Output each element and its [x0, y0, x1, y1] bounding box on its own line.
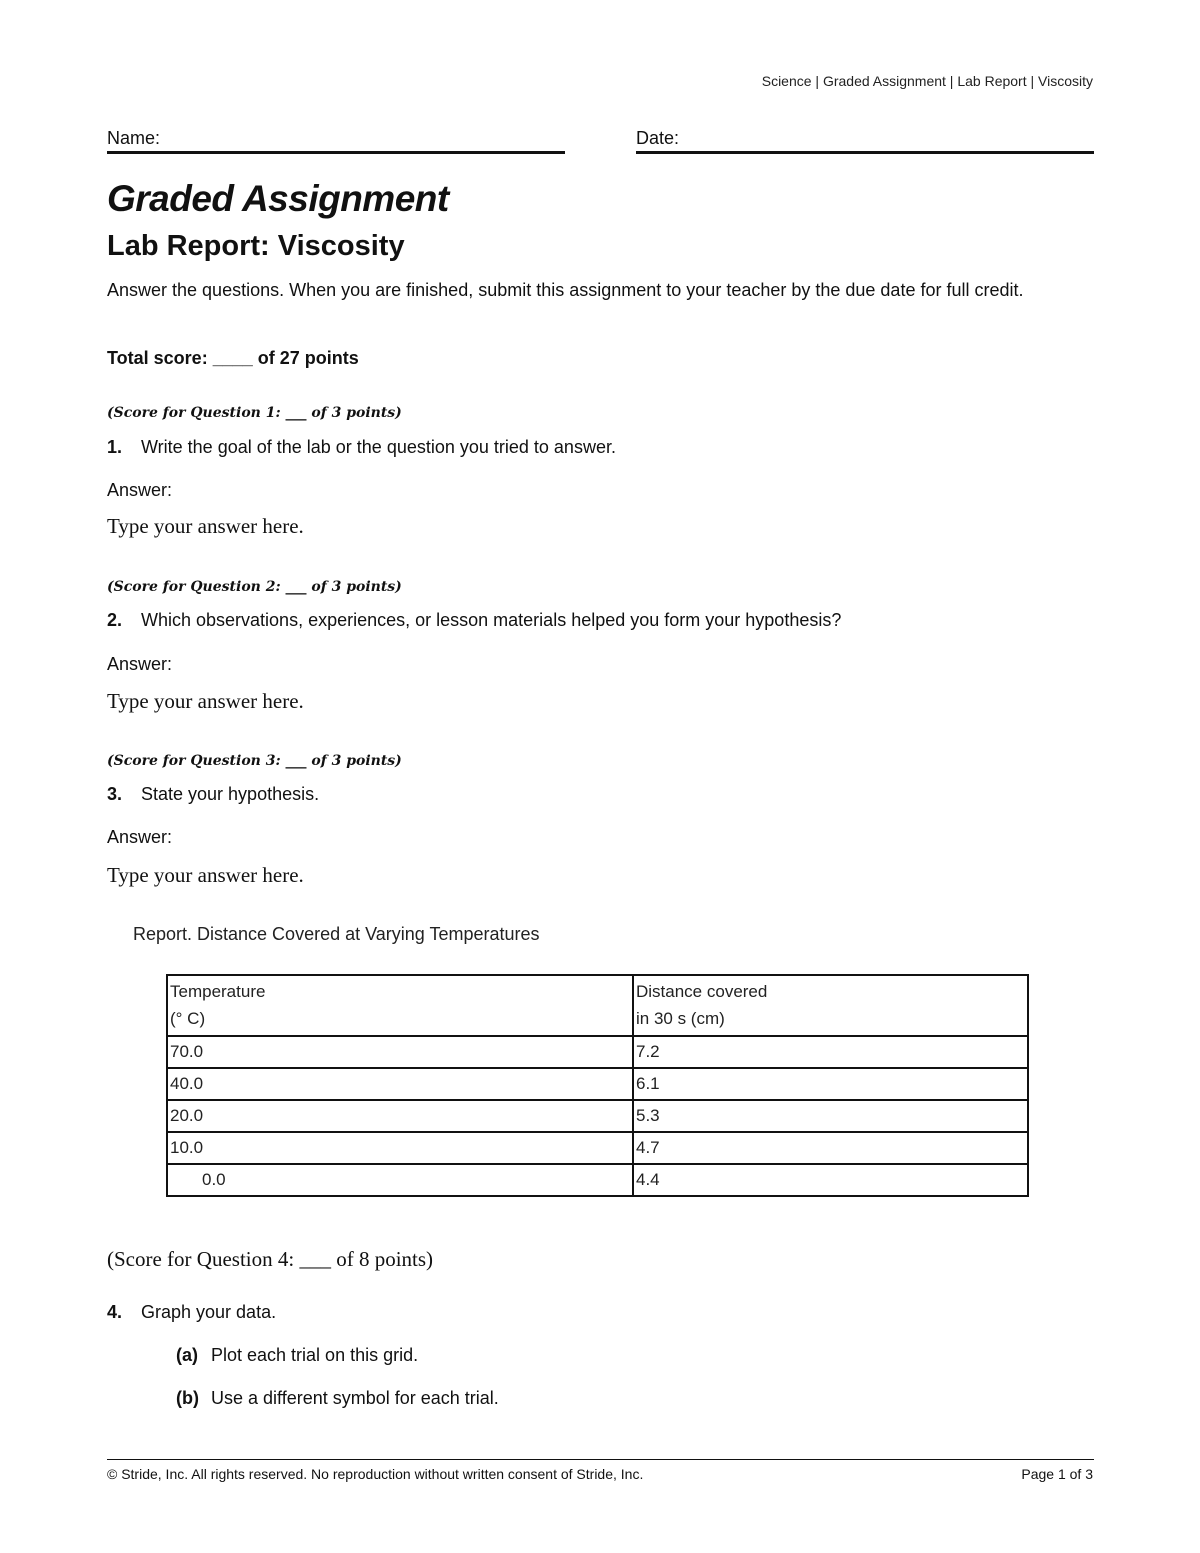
distance-cell: 6.1: [633, 1068, 1028, 1100]
header-breadcrumb: Science | Graded Assignment | Lab Report | Viscosity: [761, 73, 1093, 89]
question-4-text: Graph your data.: [141, 1302, 277, 1322]
table-row: [167, 1164, 1028, 1196]
table-row: [167, 1132, 1028, 1164]
table-row: [167, 1036, 1028, 1068]
question-4a-text: Plot each trial on this grid.: [211, 1345, 419, 1365]
question-1-score: (Score for Question 1: ___ of 3 points): [107, 405, 402, 421]
question-4b-text: Use a different symbol for each trial.: [211, 1388, 499, 1408]
distance-cell: 4.4: [633, 1164, 1028, 1196]
question-2-number: 2.: [107, 610, 123, 630]
question-1-answer-label: Answer:: [107, 480, 173, 500]
total-score: Total score: ____ of 27 points: [107, 348, 359, 368]
question-4: [107, 1302, 276, 1323]
question-2-answer-label: Answer:: [107, 654, 173, 674]
temperature-cell: 10.0: [167, 1132, 633, 1164]
temperature-cell: 0.0: [167, 1164, 633, 1196]
name-label: Name:: [107, 128, 161, 148]
table-row: [167, 1100, 1028, 1132]
question-1-number: 1.: [107, 437, 123, 457]
question-2-score: (Score for Question 2: ___ of 3 points): [107, 579, 402, 595]
table-header-cell: [633, 975, 1028, 1036]
distance-cell: 7.2: [633, 1036, 1028, 1068]
question-3: [107, 784, 319, 805]
question-1-answer-field[interactable]: Type your answer here.: [107, 514, 304, 538]
question-3-text: State your hypothesis.: [141, 784, 320, 804]
name-field[interactable]: [107, 151, 565, 154]
table-header-cell: [167, 975, 633, 1036]
distance-cell: 4.7: [633, 1132, 1028, 1164]
footer-divider: [107, 1459, 1094, 1460]
footer-page-number: Page 1 of 3: [1021, 1466, 1093, 1482]
temperature-header: Temperature: [170, 982, 266, 1001]
table-header-row: [167, 975, 1028, 1036]
table-row: [167, 1068, 1028, 1100]
question-3-score: (Score for Question 3: ___ of 3 points): [107, 753, 402, 769]
distance-cell: 5.3: [633, 1100, 1028, 1132]
temperature-cell: 40.0: [167, 1068, 633, 1100]
instructions: Answer the questions. When you are finished, submit this assignment to your teacher by the due date for full credit.: [107, 280, 1024, 300]
question-2-answer-field[interactable]: Type your answer here.: [107, 689, 304, 713]
report-title: Report. Distance Covered at Varying Temperatures: [133, 924, 540, 944]
question-4-number: 4.: [107, 1302, 123, 1322]
distance-header: Distance covered: [636, 982, 768, 1001]
temperature-unit: (° C): [170, 1009, 206, 1028]
page-title: Graded Assignment: [107, 178, 449, 219]
question-2: [107, 610, 841, 631]
date-label: Date:: [636, 128, 680, 148]
question-3-number: 3.: [107, 784, 123, 804]
question-4a: [176, 1345, 418, 1366]
question-4b-letter: (b): [176, 1388, 199, 1408]
footer-copyright: © Stride, Inc. All rights reserved. No reproduction without written consent of Stride, Inc.: [107, 1466, 644, 1482]
question-4a-letter: (a): [176, 1345, 198, 1365]
temperature-cell: 70.0: [167, 1036, 633, 1068]
question-3-answer-field[interactable]: Type your answer here.: [107, 863, 304, 887]
report-table: [166, 974, 1029, 1197]
question-4-score: (Score for Question 4: ___ of 8 points): [107, 1247, 434, 1271]
distance-unit: in 30 s (cm): [636, 1009, 725, 1028]
question-4b: [176, 1388, 499, 1409]
question-2-text: Which observations, experiences, or lesson materials helped you form your hypothesis?: [141, 610, 842, 630]
question-1-text: Write the goal of the lab or the question you tried to answer.: [141, 437, 616, 457]
temperature-cell: 20.0: [167, 1100, 633, 1132]
question-1: [107, 437, 616, 458]
date-field[interactable]: [636, 151, 1094, 154]
question-3-answer-label: Answer:: [107, 827, 173, 847]
page-subtitle: Lab Report: Viscosity: [107, 230, 405, 262]
